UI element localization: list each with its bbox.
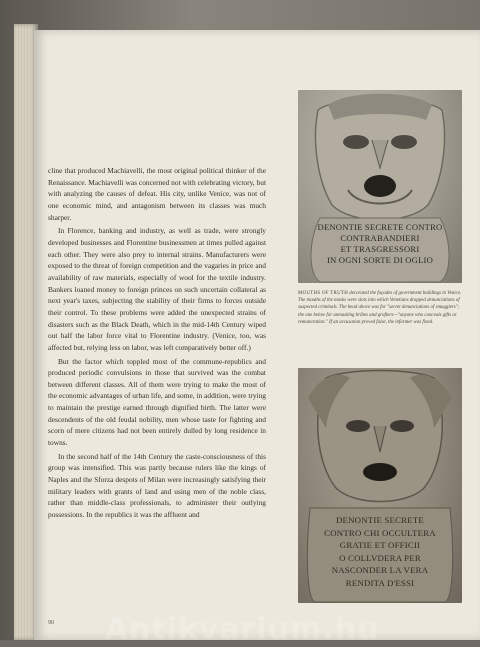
page-number: 90 (48, 620, 54, 626)
paragraph: In Florence, banking and industry, as well as trade, were strongly developed businesses and Florentine businessmen at times pulled against each other. They were also prey to internal strains. Manufacturers were exposed to the threat of foreign competition and the vagaries in price and availability of raw materials, especially of wool for the textile industry. Bankers loaned money to foreign princes on such uncertain collateral as next year's taxes, subjecting the stability of their firms to forces outside their control. To these problems were added the unexpected strains of disasters such as the Black Death, which in the mid-14th Century wiped out half the labor force vital to Florentine industry. (Venice, too, was affected but, relying less on labor, was left comparatively better off.) (48, 226, 266, 352)
paragraph: In the second half of the 14th Century the caste-consciousness of this group was intensified. This was partly because rulers like the kings of Naples and the Sforza despots of Milan were increasingly satisfying their military leaders with grants of land and using men of the noble class, rather than middle-class professionals, to administer their outlying possessions. In the republics it was the affluent and (48, 451, 266, 520)
inscription-top: DENONTIE SECRETE CONTRO CONTRABANDIERI ET TRASGRESSORI IN OGNI SORTE DI OGLIO (317, 222, 443, 265)
paragraph: cline that produced Machiavelli, the most original political thinker of the Renaissance. Machiavelli was concerned not with celebrating victory, but with analyzing the causes of defeat. His city, unlike Venice, was not of one economic mind, and antagonism between its classes was much sharper. (48, 166, 266, 222)
paragraph: But the factor which toppled most of the commune-republics and produced periodic convulsions in those that survived was the combat between different classes. All of them were trying to make the most of the economic advantages of urban life, and some, in addition, were trying to maintain the prestige earned through dignified birth. The latter were descendents of the old feudal nobility, men whose taste for fighting and scorn of mere citizens had not been entirely dulled by long residence in towns. (48, 356, 266, 448)
inscription-bottom: DENONTIE SECRETE CONTRO CHI OCCULTERA GRATIE ET OFFICII O COLLVDERA PER NASCONDER LA VERA RENDITA D'ESSI (324, 515, 436, 588)
watermark: Antikvarium.hu (104, 612, 380, 647)
body-text-column (48, 165, 266, 620)
mouth-of-truth-photo-top (298, 90, 462, 283)
photo-caption: MOUTHS OF TRUTH decorated the façades of government buildings in Venice. The mouths of the masks were slots into which Venetians dropped denunciations of suspected criminals. The head above was for "secret denunciations of smugglers"; the one below for unmasking bribes and grafters—"anyone who conceals gifts or remuneration." If an accusation proved false, the informer was fined. (298, 291, 462, 325)
mouth-of-truth-photo-bottom (298, 368, 462, 603)
